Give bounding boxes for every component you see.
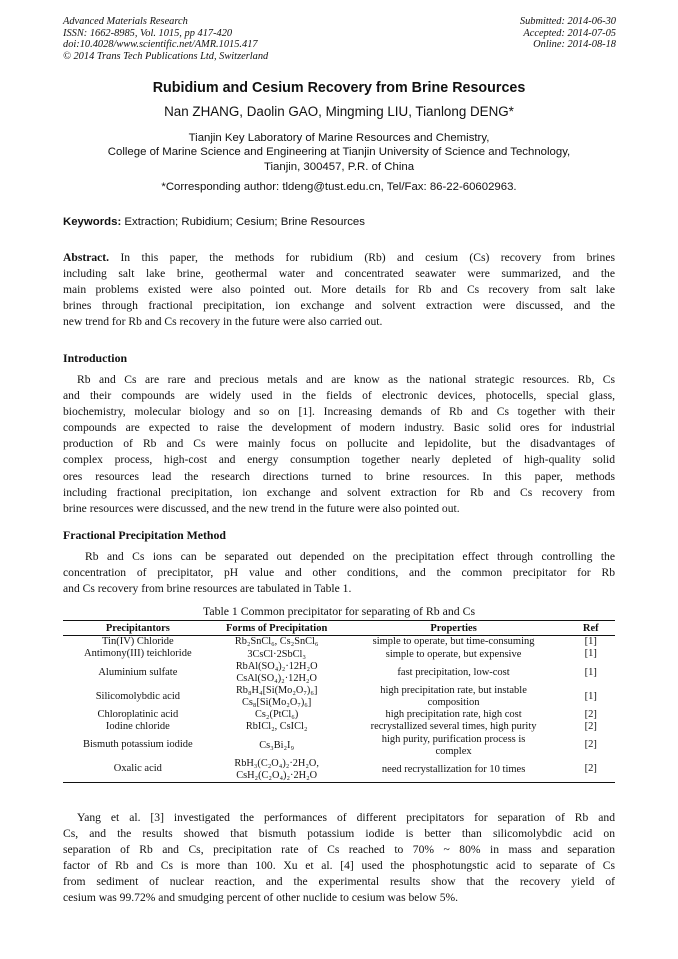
- abstract-label: Abstract.: [63, 251, 110, 264]
- precipitation-form: Cs₂(PtCl₆): [255, 709, 299, 721]
- table-row: [63, 758, 615, 783]
- body-line: Cs, and the results showed that bismuth potassium iodide is better than silicomolybdic acid on: [63, 827, 615, 841]
- keywords: [63, 216, 365, 228]
- precipitant-name: Aluminium sulfate: [98, 666, 178, 678]
- keywords-label: Keywords:: [63, 216, 122, 228]
- precipitation-form: RbH₃(C₂O₄)₂·2H₂O, CsH₂(C₂O₄)₂·2H₂O: [213, 758, 341, 783]
- abstract-line: main problems existed were also pointed out. More details for Rb and Cs recovery from salt lake: [63, 283, 615, 297]
- reference: [1]: [584, 648, 597, 660]
- reference: [1]: [584, 690, 597, 702]
- precipitation-form: RbICl₂, CsICl₂: [245, 721, 308, 733]
- corresponding-author: *Corresponding author: tldeng@tust.edu.cn, Tel/Fax: 86-22-60602963.: [161, 181, 517, 193]
- table-row: [63, 734, 615, 758]
- precipitation-form: Rb₂SnCl₆, Cs₂SnCl₆: [234, 636, 319, 648]
- precipitation-form: Cs₃Bi₂I₉: [259, 739, 295, 751]
- journal-copyright: © 2014 Trans Tech Publications Ltd, Switzerland: [63, 50, 269, 62]
- body-line: concentration of precipitator, pH value and other conditions, and the common precipitator for Rb: [63, 566, 615, 580]
- abstract: [63, 250, 615, 330]
- body-line: production of Rb and Cs were mainly focus on pollucite and lepidolite, but the disadvantages of: [63, 437, 615, 451]
- precipitant-name: Chloroplatinic acid: [97, 708, 179, 720]
- body-line: factor of Rb and Cs is more than 100. Xu et al. [4] used the phosphotungstic acid to separate of Cs: [63, 859, 615, 873]
- precipitant-name: Bismuth potassium iodide: [83, 739, 193, 751]
- body-line: and Cs recovery from brine resources are tabulated in Table 1.: [63, 582, 352, 596]
- precipitator-table: [63, 620, 615, 783]
- properties: recrystallized several times, high purity: [370, 721, 537, 733]
- reference: [2]: [584, 739, 597, 751]
- abstract-line: brines through fractional precipitation, ion exchange and solvent extraction were discussed, and the: [63, 299, 615, 313]
- precipitation-form: 3CsCl·2SbCl₃: [247, 648, 306, 660]
- fractional-body: [63, 549, 615, 597]
- column-header: Precipitantors: [63, 621, 213, 636]
- fractional-heading: Fractional Precipitation Method: [63, 528, 226, 542]
- affiliation-line: Tianjin Key Laboratory of Marine Resources and Chemistry,: [188, 132, 490, 144]
- introduction-heading: Introduction: [63, 351, 128, 365]
- properties: need recrystallization for 10 times: [341, 758, 567, 783]
- paper-authors: Nan ZHANG, Daolin GAO, Mingming LIU, Tianlong DENG*: [164, 104, 514, 119]
- properties: simple to operate, but expensive: [385, 648, 522, 660]
- table-row: [63, 685, 615, 709]
- affiliation-line: Tianjin, 300457, P.R. of China: [263, 160, 415, 173]
- table-row: [63, 721, 615, 733]
- keywords-text: Extraction; Rubidium; Cesium; Brine Resources: [121, 216, 365, 228]
- submitted-date: Submitted: 2014-06-30: [519, 16, 616, 27]
- body-line: Yang et al. [3] investigated the performances of different precipitators for separation of Rb and: [77, 811, 615, 824]
- table-row: [63, 636, 615, 649]
- body-line: from sediment of nuclear reaction, and the experimental results show that the recovery yield of: [63, 875, 615, 889]
- reference: [2]: [567, 758, 616, 783]
- journal-header-left: [63, 16, 268, 62]
- body-line: complex process, high-cost and energy consumption together nearly depleted of high-quality solid: [63, 453, 615, 467]
- abstract-line: including salt lake brine, geothermal water and concentrated seawater were summarized, and the: [63, 267, 615, 281]
- table-row: [63, 661, 615, 685]
- body-line: biochemistry, molecular biology and so on [1]. Increasing demands of Rb and Cs together with their: [63, 405, 615, 419]
- column-header: Properties: [341, 621, 567, 636]
- properties: high precipitation rate, but instable composition: [380, 684, 527, 708]
- abstract-line: Abstract. In this paper, the methods for rubidium (Rb) and cesium (Cs) recovery from brines: [63, 251, 615, 264]
- journal-name: Advanced Materials Research: [63, 16, 188, 27]
- body-line: and their compounds are widely used in the fields of electronic devices, photocells, special glass,: [63, 389, 615, 403]
- online-date: Online: 2014-08-18: [533, 39, 616, 51]
- journal-issn: ISSN: 1662-8985, Vol. 1015, pp 417-420: [63, 27, 233, 39]
- table-header-row: [63, 621, 615, 636]
- precipitant-name: Oxalic acid: [63, 758, 213, 783]
- properties: high purity, purification process is complex: [381, 733, 526, 757]
- column-header: Ref: [567, 621, 616, 636]
- journal-header-right: [520, 16, 616, 51]
- precipitant-name: Silicomolybdic acid: [95, 690, 180, 702]
- precipitation-form: RbAl(SO₄)₂·12H₂O CsAl(SO₄)₂·12H₂O: [235, 660, 318, 684]
- properties: high precipitation rate, high cost: [385, 709, 522, 721]
- body-line: brine resources were discussed, and the new trend in the future were also pointed out.: [63, 501, 460, 515]
- reference: [1]: [584, 636, 597, 647]
- journal-doi: doi:10.4028/www.scientific.net/AMR.1015.417: [63, 39, 258, 51]
- body-line: Rb and Cs are rare and precious metals and are know as the national strategic resources. Rb, Cs: [77, 373, 615, 386]
- table-caption: Table 1 Common precipitator for separating of Rb and Cs: [202, 604, 476, 618]
- properties: simple to operate, but time-consuming: [372, 636, 535, 648]
- precipitant-name: Antimony(III) teichloride: [84, 648, 192, 660]
- precipitation-form: Rb₈H₄[Si(Mo₂O₇)₆] Cs₈[Si(Mo₂O₇)₆]: [235, 684, 318, 708]
- paper-title: Rubidium and Cesium Recovery from Brine Resources: [152, 80, 526, 96]
- reference: [1]: [584, 666, 597, 678]
- table-row: [63, 648, 615, 660]
- affiliation-line: College of Marine Science and Engineering at Tianjin University of Science and Technology,: [107, 146, 571, 159]
- precipitant-name: Tin(IV) Chloride: [102, 636, 174, 647]
- table-row: [63, 709, 615, 721]
- introduction-body: [63, 372, 615, 517]
- affiliation: [0, 131, 678, 174]
- precipitant-name: Iodine chloride: [105, 721, 170, 733]
- column-header: Forms of Precipitation: [213, 621, 341, 636]
- properties: fast precipitation, low-cost: [397, 666, 510, 678]
- body-line: Rb and Cs ions can be separated out depended on the precipitation effect through controlling the: [85, 550, 615, 563]
- abstract-line: new trend for Rb and Cs recovery in the future were also carried out.: [63, 315, 383, 329]
- body-line: separation of Rb and Cs, precipitation rate of Cs reached to 70% ~ 80% in mass and separation: [63, 843, 615, 857]
- body-line: ores resources lead the research directions turned to brine resources. In this paper, methods: [63, 469, 615, 483]
- body-line: compounds are expected to raise the development of modern industry. Basic solid ores for industrial: [63, 421, 615, 435]
- reference: [2]: [584, 721, 597, 733]
- body-line: cesium was 99.72% and smudging percent of other nuclide to cesium was below 5%.: [63, 891, 459, 905]
- body-line: including fractional precipitation, ion exchange and solvent extraction for Rb and Cs recovery from: [63, 485, 615, 499]
- accepted-date: Accepted: 2014-07-05: [523, 27, 616, 39]
- closing-paragraph: [63, 810, 615, 907]
- reference: [2]: [584, 708, 597, 720]
